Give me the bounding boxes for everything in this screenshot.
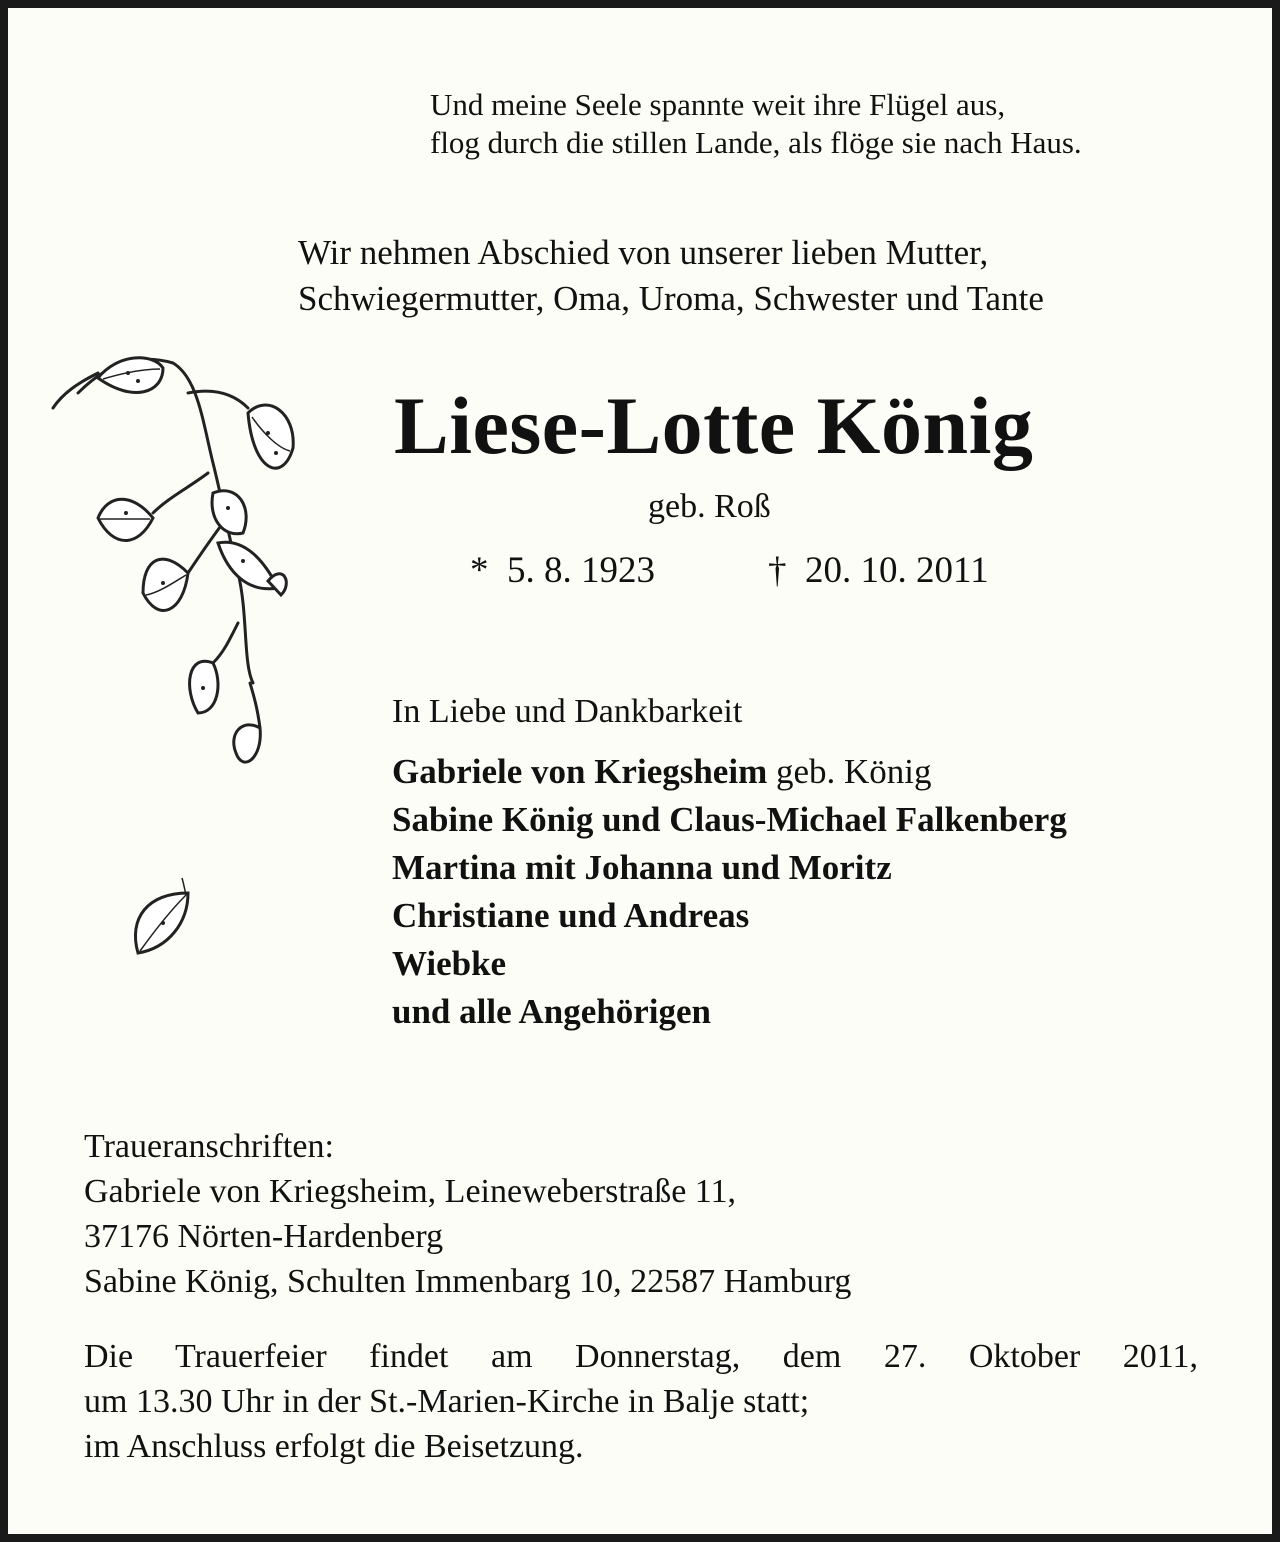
address-line: Sabine König, Schulten Immenbarg 10, 22587 Hamburg <box>84 1263 852 1300</box>
birth-symbol: * <box>470 550 489 591</box>
mourner-entry <box>392 844 1067 892</box>
mourner-name: Wiebke <box>392 944 507 983</box>
mourner-entry <box>392 988 1067 1036</box>
service-line: um 13.30 Uhr in der St.-Marien-Kirche in Balje statt; <box>84 1383 810 1420</box>
mourner-entry <box>392 892 1067 940</box>
mourners-heading: In Liebe und Dankbarkeit <box>392 693 743 730</box>
poem-verse <box>430 86 1082 162</box>
birth-date-block <box>470 548 655 594</box>
address-line: Gabriele von Kriegsheim, Leineweberstraße 11, <box>84 1173 737 1210</box>
mourner-name: und alle Angehörigen <box>392 992 711 1031</box>
funeral-service-info <box>84 1334 1198 1469</box>
mourner-note: geb. König <box>767 752 932 791</box>
intro-line: Wir nehmen Abschied von unserer lieben Mutter, <box>298 233 989 272</box>
deceased-name: Liese-Lotte König <box>394 380 1034 471</box>
farewell-intro <box>298 230 1044 322</box>
address-line: Traueranschriften: <box>84 1128 334 1165</box>
intro-line: Schwiegermutter, Oma, Uroma, Schwester und Tante <box>298 279 1044 318</box>
mourner-name: Sabine König und Claus-Michael Falkenberg <box>392 800 1067 839</box>
birth-date: 5. 8. 1923 <box>507 550 655 591</box>
poem-line: Und meine Seele spannte weit ihre Flügel aus, <box>430 87 1006 122</box>
mourner-name: Martina mit Johanna und Moritz <box>392 848 892 887</box>
obituary-card <box>8 8 1272 1534</box>
mourner-entry <box>392 796 1067 844</box>
mourner-entry <box>392 940 1067 988</box>
maiden-name: geb. Roß <box>648 488 771 525</box>
leaf-branch-illustration <box>38 333 308 973</box>
mourning-addresses <box>84 1124 851 1304</box>
mourner-name: Gabriele von Kriegsheim <box>392 752 768 791</box>
death-date: 20. 10. 2011 <box>805 550 989 591</box>
mourner-entry <box>392 748 1067 796</box>
service-line: Die Trauerfeier findet am Donnerstag, dem 27. Oktober 2011, <box>84 1338 1198 1375</box>
death-symbol: † <box>768 550 787 591</box>
address-line: 37176 Nörten-Hardenberg <box>84 1218 444 1255</box>
death-date-block <box>768 548 989 594</box>
service-line: im Anschluss erfolgt die Beisetzung. <box>84 1428 584 1465</box>
mourner-name: Christiane und Andreas <box>392 896 750 935</box>
poem-line: flog durch die stillen Lande, als flöge sie nach Haus. <box>430 125 1082 160</box>
mourners-list <box>392 748 1067 1036</box>
